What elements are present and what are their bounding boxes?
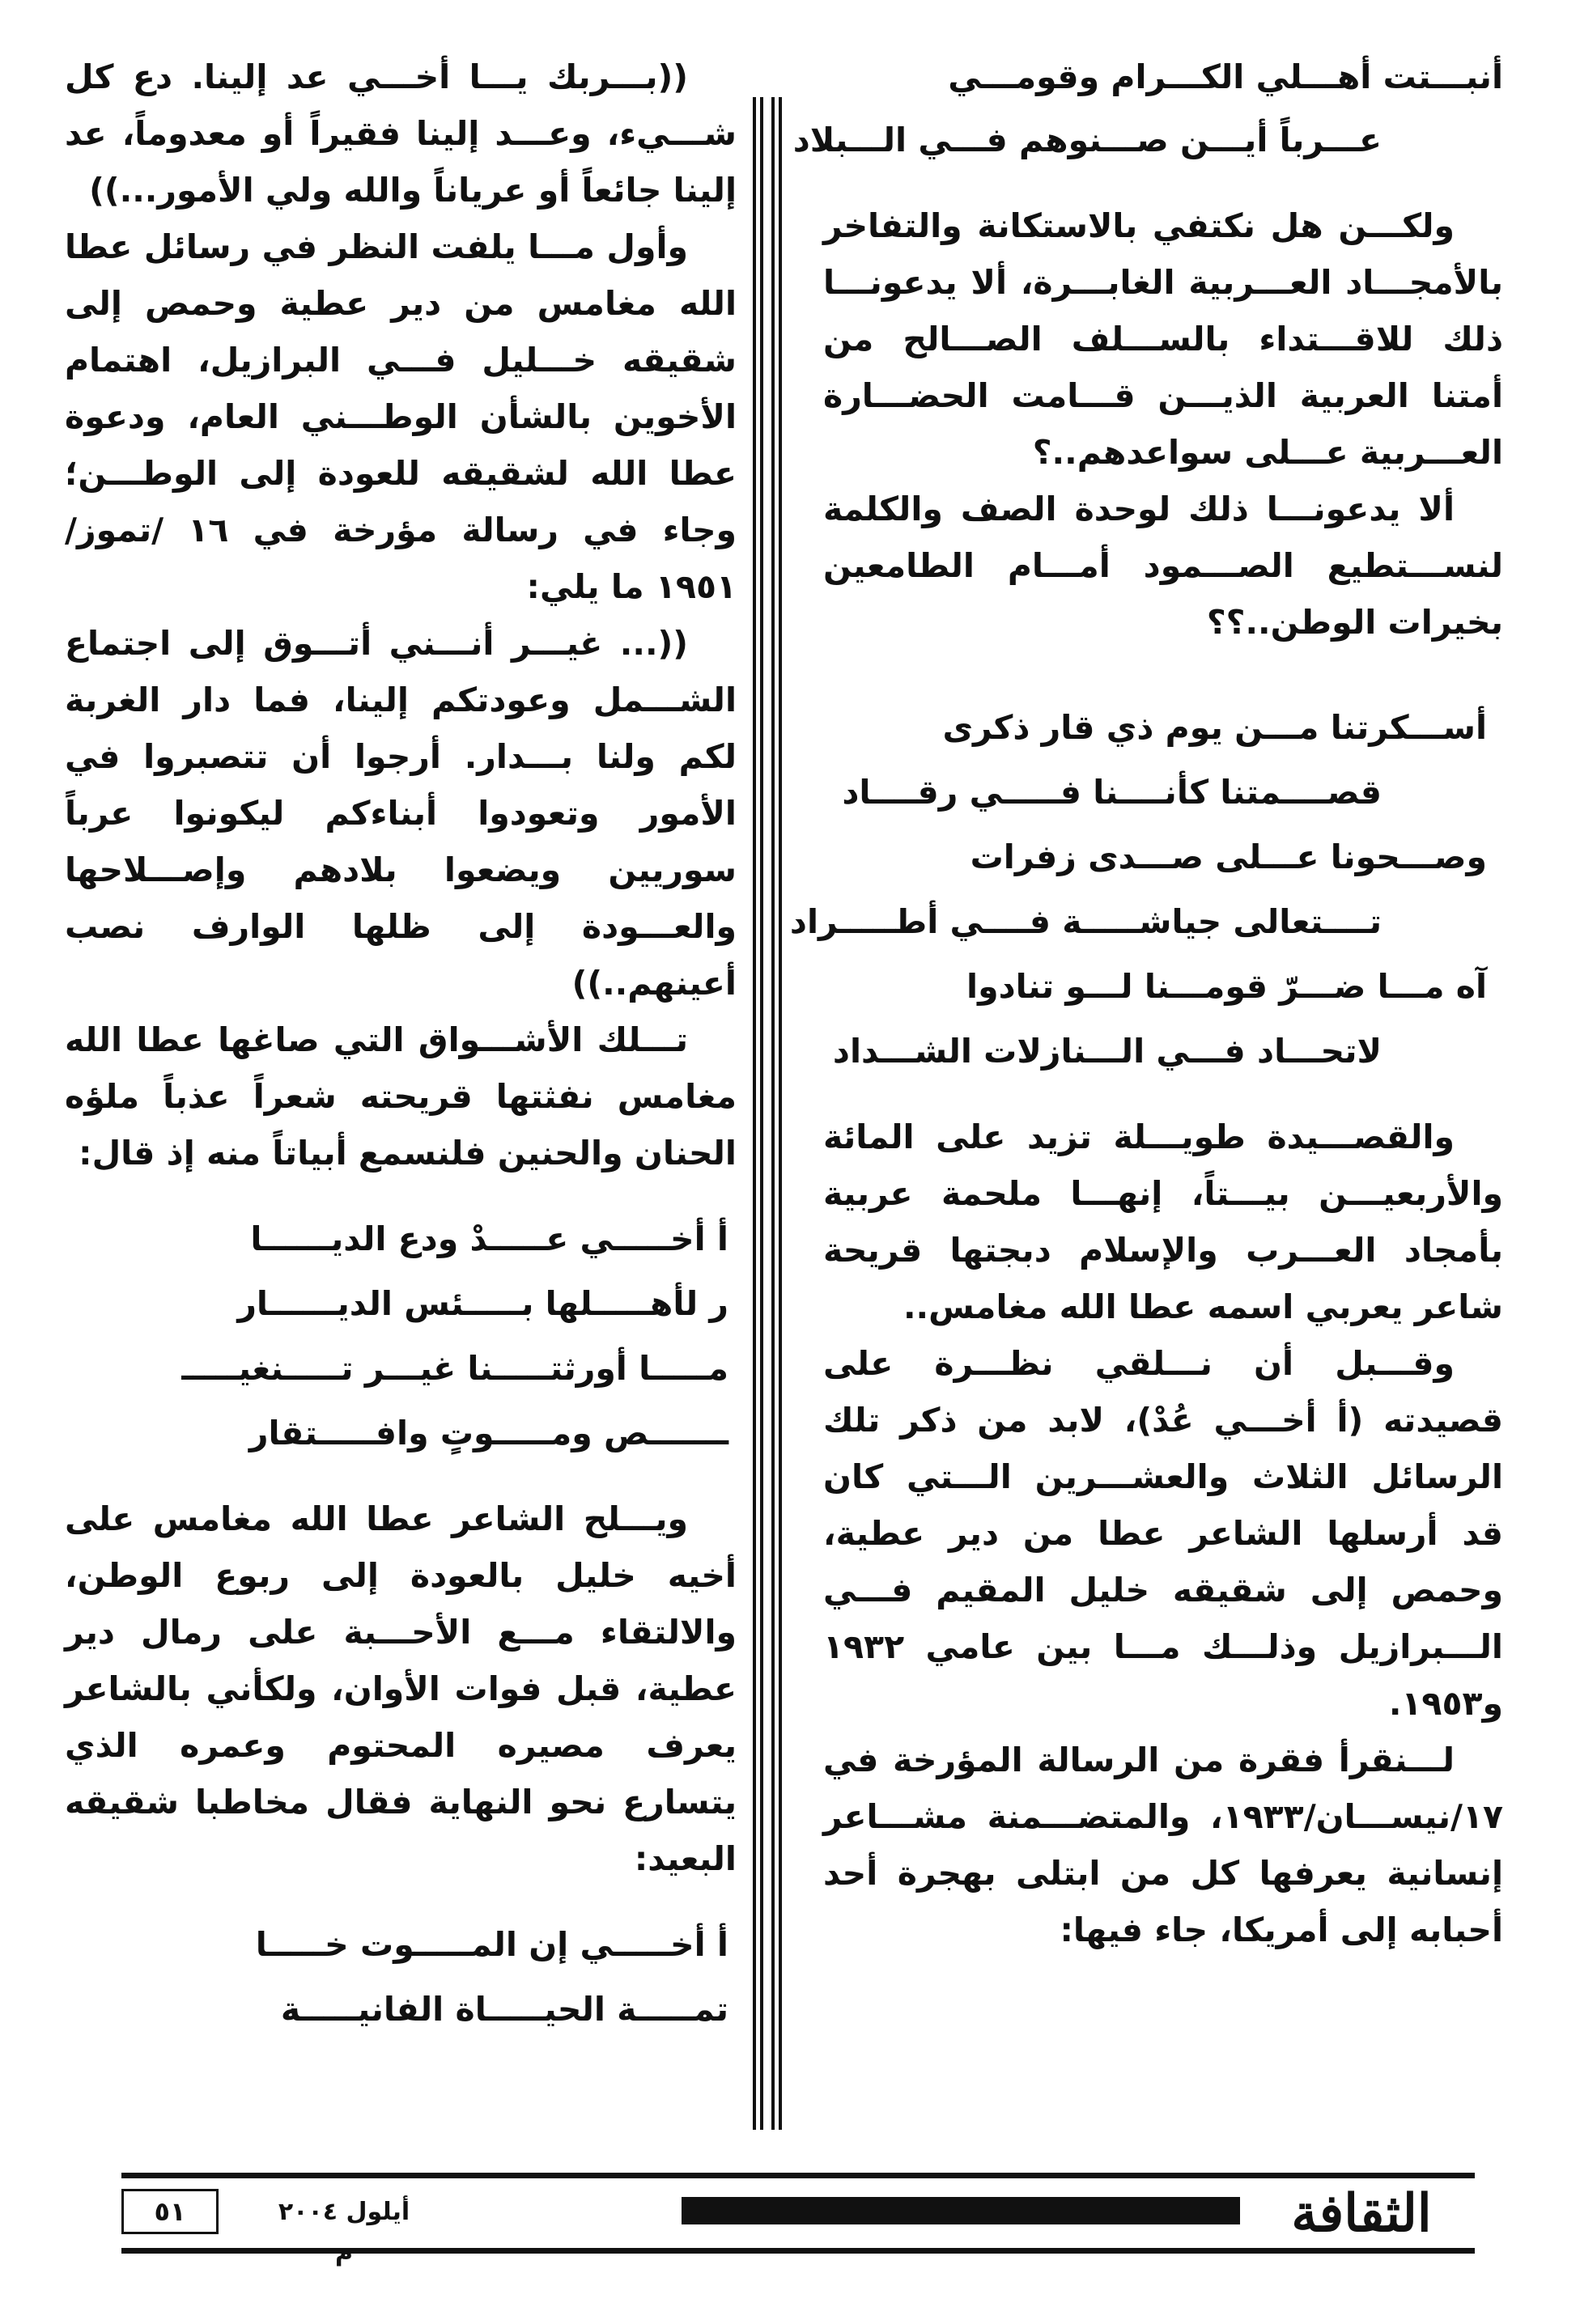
right-column [789, 49, 1503, 2138]
verse-line: وصـــحونا عـــلى صـــدى زفرات [970, 838, 1487, 876]
footer-bar [682, 2197, 1240, 2224]
paragraph: ولكـــن هل نكتفي بالاستكانة والتفاخر بالأمجـــاد العـــربية الغابـــرة، ألا يدعونـــا ذلك للاقـــتداء بالســـلف الصـــالح من أمتنا العربية الذيـــن قـــامت الحضـــارة العـــربية عـــلى سواعدهم..؟ [823, 206, 1503, 472]
page-footer [121, 2173, 1475, 2254]
verse-line: أنبـــتت أهـــلي الكـــرام وقومـــي [948, 57, 1503, 96]
paragraph: وقـــبل أن نـــلقي نظـــرة على قصيدته (أ أخـــي عُدْ)، لابد من ذكر تلك الرسائل الثلاث والعشـــرين الـــتي كان قد أرسلها الشاعر عطا من دير عطية، وحمص إلى شقيقه خليل المقيم فـــي الـــبرازيل وذلـــك مـــا بين عامي ١٩٣٢ و١٩٥٣. [823, 1344, 1503, 1723]
verse-line: مـــــا أورثتـــــنا غيـــر تـــــنغيـــــ [181, 1349, 728, 1388]
verse-line: أســـكرتنا مـــن يوم ذي قار ذكرى [942, 708, 1487, 747]
paragraph: والقصـــيدة طويـــلة تزيد على المائة والأربعيـــن بيـــتاً، إنهـــا ملحمة عربية بأمجاد العـــرب والإسلام دبجتها قريحة شاعر يعربي اسمه عطا الله مغامس.. [823, 1117, 1503, 1326]
verse-line: أ أخـــــي إن المـــــوت خـــــا [255, 1925, 728, 1964]
left-column [65, 49, 737, 2138]
magazine-logo: الثقافة [1291, 2182, 1432, 2244]
paragraph: لـــنقرأ فقرة من الرسالة المؤرخة في ١٧/نيســـان/١٩٣٣، والمتضـــمنة مشـــاعر إنسانية يعرفها كل من ابتلى بهجرة أحد أحبابه إلى أمريكا، جاء فيها: [823, 1741, 1503, 1949]
verse-line: أ أخـــــي عـــــدْ ودع الديــــــا [250, 1219, 728, 1258]
paragraph: ألا يدعونـــا ذلك لوحدة الصف والكلمة لنســـتطيع الصـــمود أمـــام الطامعين بخيرات الوطن..؟؟ [823, 490, 1503, 642]
verse-line: قصــــمتنا كأنــــنا فـــــي رقــــاد [842, 773, 1382, 812]
quote-paragraph: ((... غيـــر أنـــني أتـــوق إلى اجتماع الشـــمل وعودتكم إلينا، فما دار الغربة لكم ولنا بـــدار. أرجوا أن تتصبروا في الأمور وتعودوا أبناءكم ليكونوا عرباً سوريين ويضعوا بلادهم وإصـــلاحها والعـــودة إلى ظلها الوارف نصب أعينهم..)) [65, 624, 737, 1003]
verse-line: تمـــــة الحيـــــاة الفانيـــــة [280, 1990, 728, 2029]
verse-line: ر لأهـــــلها بـــــئس الديــــــار [237, 1284, 728, 1323]
footer-rule [121, 2173, 1475, 2178]
issue-date: أيلول ٢٠٠٤ [278, 2198, 410, 2226]
verse-line: عـــرباً أيـــن صـــنوهم فـــي الـــبلاد [792, 121, 1382, 159]
verse-line: تــــتعالى جياشـــــة فــــي أطـــــراد [789, 902, 1382, 941]
paragraph: وأول مـــا يلفت النظر في رسائل عطا الله مغامس من دير عطية وحمص إلى شقيقه خـــليل فـــي البرازيل، اهتمام الأخوين بالشأن الوطـــني العام، ودعوة عطا الله لشقيقه للعودة إلى الوطـــن؛ وجاء في رسالة مؤرخة في ١٦ /تموز/١٩٥١ ما يلي: [65, 227, 737, 606]
verse-line: ـــــــص ومـــــوتٍ وافـــــتقار [248, 1414, 728, 1452]
paragraph: تـــلك الأشـــواق التي صاغها عطا الله مغامس نفثتها قريحته شعراً عذباً ملؤه الحنان والحنين فلنسمع أبياتاً منه إذ قال: [65, 1020, 737, 1173]
column-divider [753, 97, 782, 2130]
page-number: ٥١ [121, 2189, 219, 2234]
footer-rule [121, 2248, 1475, 2254]
quote-paragraph: ((بـــربك يـــا أخـــي عد إلينا. دع كل شـــيء، وعـــد إلينا فقيراً أو معدوماً، عد إلينا جائعاً أو عرياناً والله ولي الأمور...)) [65, 57, 737, 210]
verse-line: آه مـــا ضـــرّ قومـــنا لـــو تنادوا [966, 967, 1487, 1006]
paragraph: ويـــلح الشاعر عطا الله مغامس على أخيه خليل بالعودة إلى ربوع الوطن، والالتقاء مـــع الأحـــبة على رمال دير عطية، قبل فوات الأوان، ولكأني بالشاعر يعرف مصيره المحتوم وعمره الذي يتسارع نحو النهاية فقال مخاطبا شقيقه البعيد: [65, 1499, 737, 1878]
verse-line: لاتحـــاد فـــي الـــنازلات الشـــداد [832, 1032, 1382, 1071]
